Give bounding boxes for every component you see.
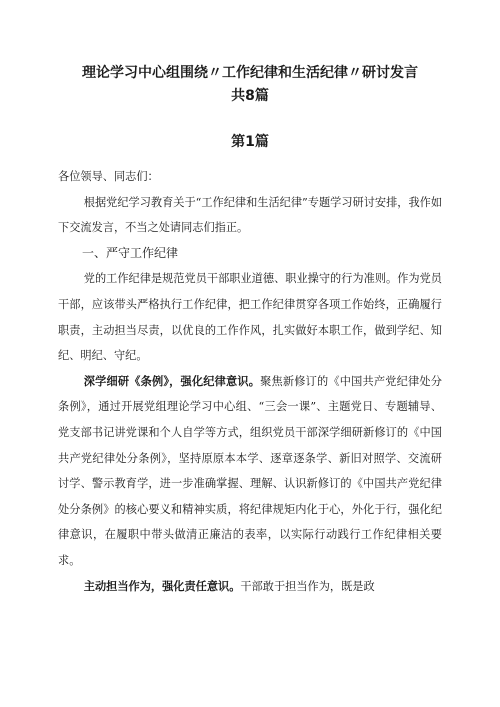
- salutation: 各位领导、同志们：: [58, 170, 159, 183]
- paragraph-body: 聚焦新修订的《中国共产党纪律处分条例》，通过开展党组理论学习中心组、“三会一课”、主题党日、专题辅导、党支部书记讲党课和个人自学等方式，组织党员干部深学细研新修订的《中国共产党纪律处分条例》，坚持原原本本学、逐章逐条学、新旧对照学、交流研讨学、警示教育学，进一步准确掌握、理解、认识新修订的《中国共产党纪律处分条例》的核心要义和精神实质，将纪律规矩内化于心，外化于行，强化纪律意识，在履职中带头做清正廉洁的表率，以实际行动践行工作纪律相关要求。: [58, 374, 442, 567]
- chapter-title: 第1篇: [231, 134, 269, 150]
- paragraph-lead: 深学细研《条例》，强化纪律意识。: [83, 374, 261, 388]
- document-title: 理论学习中心组围绕〃工作纪律和生活纪律〃研讨发言: [82, 65, 418, 81]
- body-paragraph: [58, 574, 442, 600]
- section-heading: 一、严守工作纪律: [82, 245, 179, 260]
- body-paragraph: 党的工作纪律是规范党员干部职业道德、职业操守的行为准则。作为党员干部，应该带头严格执行工作纪律，把工作纪律贯穿各项工作始终，正确履行职责，主动担当尽责，以优良的工作作风，扎实做好本职工作，做到学纪、知纪、明纪、守纪。: [58, 272, 442, 363]
- body-paragraph: [58, 369, 442, 574]
- document-subtitle: 共8篇: [231, 88, 269, 104]
- paragraph-lead: 主动担当作为，强化责任意识。: [83, 579, 241, 593]
- paragraph-body: 干部敢于担当作为，既是政: [240, 579, 375, 593]
- intro-paragraph: 根据党纪学习教育关于“工作纪律和生活纪律”专题学习研讨安排，我作如下交流发言，不当之处请同志们指正。: [58, 195, 443, 235]
